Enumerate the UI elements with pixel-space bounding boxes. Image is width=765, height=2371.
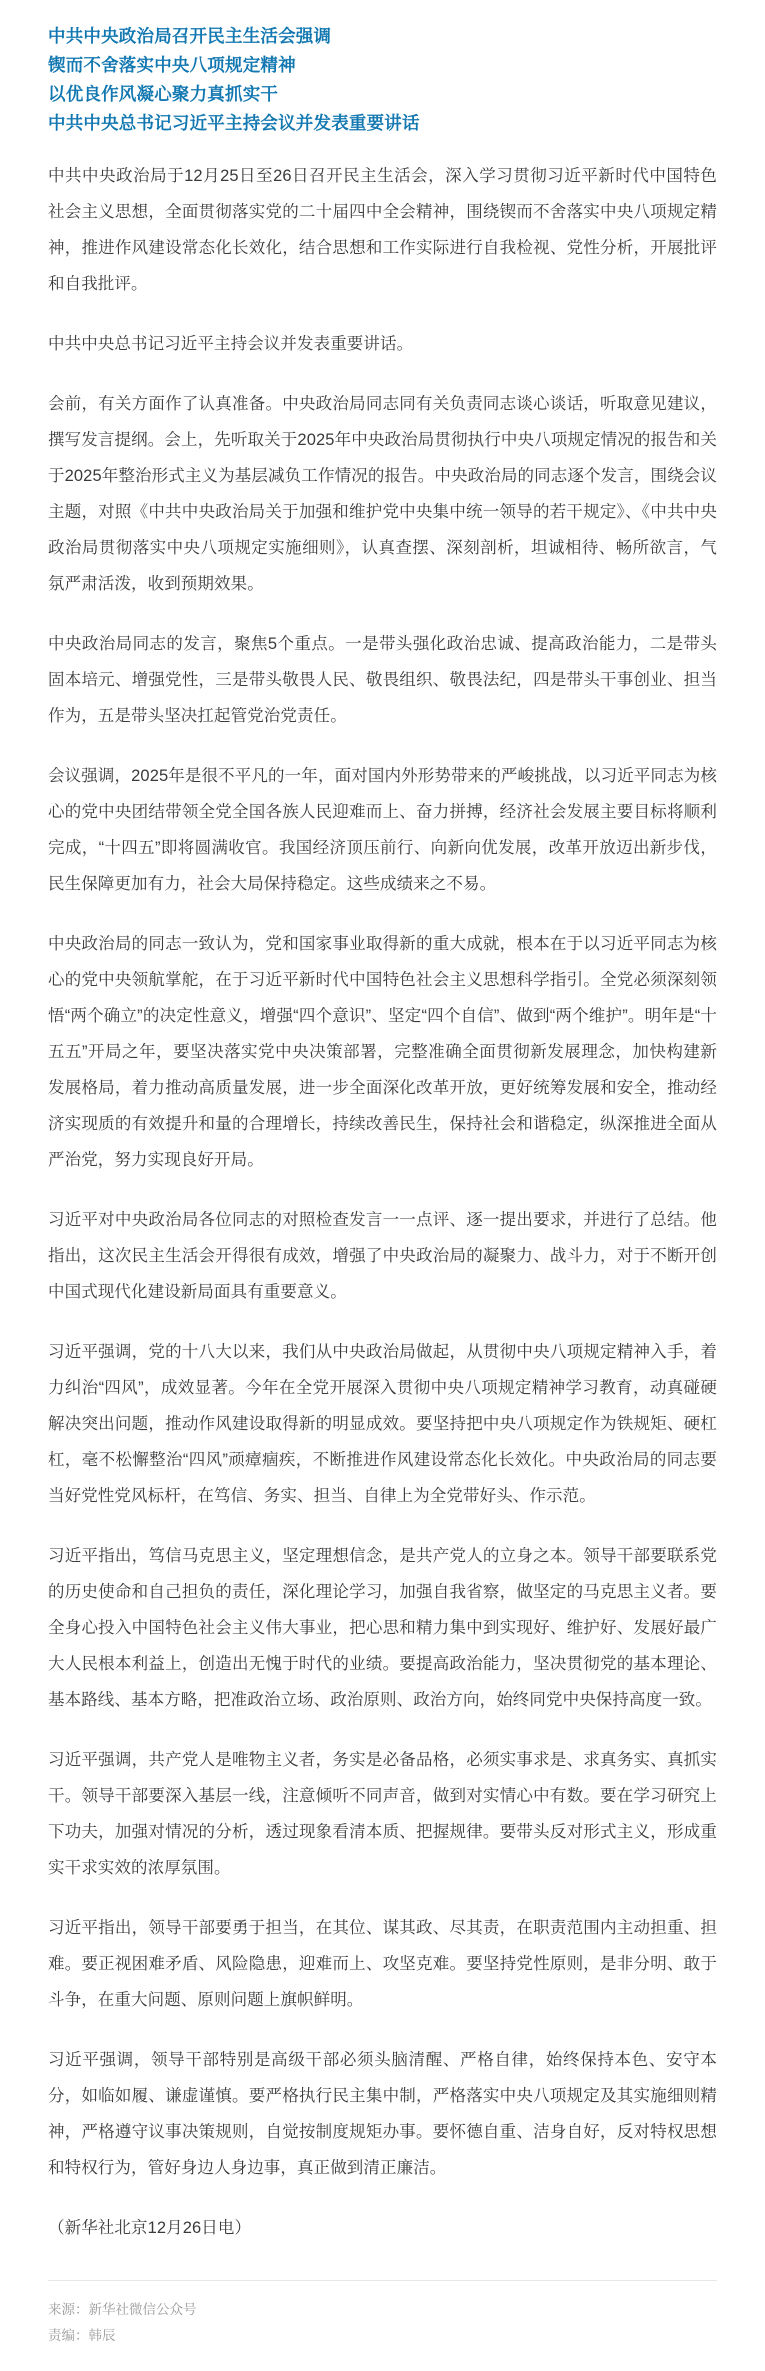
article-paragraph: 中共中央总书记习近平主持会议并发表重要讲话。 <box>48 335 414 353</box>
footer-editor: 责编：韩辰 <box>48 2328 116 2343</box>
article-paragraph: 习近平对中央政治局各位同志的对照检查发言一一点评、逐一提出要求，并进行了总结。他指出，这次民主生活会开得很有成效，增强了中央政治局的凝聚力、战斗力，对于不断开创中国式现代化建设新局面具有重要意义。 <box>48 1211 717 1301</box>
headline-line-2: 锲而不舍落实中央八项规定精神 <box>48 55 296 75</box>
article-paragraph: 习近平指出，笃信马克思主义，坚定理想信念，是共产党人的立身之本。领导干部要联系党的历史使命和自己担负的责任，深化理论学习，加强自我省察，做坚定的马克思主义者。要全身心投入中国特色社会主义伟大事业，把心思和精力集中到实现好、维护好、发展好最广大人民根本利益上，创造出无愧于时代的业绩。要提高政治能力，坚决贯彻党的基本理论、基本路线、基本方略，把准政治立场、政治原则、政治方向，始终同党中央保持高度一致。 <box>48 1547 717 1709</box>
article-body <box>48 142 717 2246</box>
headline-line-4: 中共中央总书记习近平主持会议并发表重要讲话 <box>48 113 420 133</box>
article-paragraph: 习近平强调，领导干部特别是高级干部必须头脑清醒、严格自律，始终保持本色、安守本分，如临如履、谦虚谨慎。要严格执行民主集中制，严格落实中央八项规定及其实施细则精神，严格遵守议事决策规则，自觉按制度规矩办事。要怀德自重、洁身自好，反对特权思想和特权行为，管好身边人身边事，真正做到清正廉洁。 <box>48 2051 717 2177</box>
article-paragraph: 习近平强调，共产党人是唯物主义者，务实是必备品格，必须实事求是、求真务实、真抓实干。领导干部要深入基层一线，注意倾听不同声音，做到对实情心中有数。要在学习研究上下功夫，加强对情况的分析，透过现象看清本质、把握规律。要带头反对形式主义，形成重实干求实效的浓厚氛围。 <box>48 1751 717 1877</box>
article-paragraph: 中央政治局同志的发言，聚焦5个重点。一是带头强化政治忠诚、提高政治能力，二是带头固本培元、增强党性，三是带头敬畏人民、敬畏组织、敬畏法纪，四是带头干事创业、担当作为，五是带头坚决扛起管党治党责任。 <box>48 635 717 725</box>
article-paragraph: 会前，有关方面作了认真准备。中央政治局同志同有关负责同志谈心谈话，听取意见建议，撰写发言提纲。会上，先听取关于2025年中央政治局贯彻执行中央八项规定情况的报告和关于2025年整治形式主义为基层减负工作情况的报告。中央政治局的同志逐个发言，围绕会议主题，对照《中共中央政治局关于加强和维护党中央集中统一领导的若干规定》、《中共中央政治局贯彻落实中央八项规定实施细则》，认真查摆、深刻剖析，坦诚相待、畅所欲言，气氛严肃活泼，收到预期效果。 <box>48 395 717 593</box>
article-footer <box>48 2280 717 2371</box>
article-dateline: （新华社北京12月26日电） <box>48 2219 252 2237</box>
footer-source: 来源：新华社微信公众号 <box>48 2302 197 2317</box>
article-paragraph: 中共中央政治局于12月25日至26日召开民主生活会，深入学习贯彻习近平新时代中国特色社会主义思想，全面贯彻落实党的二十届四中全会精神，围绕锲而不舍落实中央八项规定精神，推进作风建设常态化长效化，结合思想和工作实际进行自我检视、党性分析，开展批评和自我批评。 <box>48 167 717 293</box>
headline-line-3: 以优良作风凝心聚力真抓实干 <box>48 84 279 104</box>
article-paragraph: 会议强调，2025年是很不平凡的一年，面对国内外形势带来的严峻挑战，以习近平同志为核心的党中央团结带领全党全国各族人民迎难而上、奋力拼搏，经济社会发展主要目标将顺利完成，“十四五”即将圆满收官。我国经济顶压前行、向新向优发展，改革开放迈出新步伐，民生保障更加有力，社会大局保持稳定。这些成绩来之不易。 <box>48 767 717 893</box>
article-paragraph: 中央政治局的同志一致认为，党和国家事业取得新的重大成就，根本在于以习近平同志为核心的党中央领航掌舵，在于习近平新时代中国特色社会主义思想科学指引。全党必须深刻领悟“两个确立”的决定性意义，增强“四个意识”、坚定“四个自信”、做到“两个维护”。明年是“十五五”开局之年，要坚决落实党中央决策部署，完整准确全面贯彻新发展理念，加快构建新发展格局，着力推动高质量发展，进一步全面深化改革开放，更好统筹发展和安全，推动经济实现质的有效提升和量的合理增长，持续改善民生，保持社会和谐稳定，纵深推进全面从严治党，努力实现良好开局。 <box>48 935 717 1169</box>
headline-line-1: 中共中央政治局召开民主生活会强调 <box>48 26 332 46</box>
article-paragraph: 习近平指出，领导干部要勇于担当，在其位、谋其政、尽其责，在职责范围内主动担重、担难。要正视困难矛盾、风险隐患，迎难而上、攻坚克难。要坚持党性原则，是非分明、敢于斗争，在重大问题、原则问题上旗帜鲜明。 <box>48 1919 717 2009</box>
article-paragraph: 习近平强调，党的十八大以来，我们从中央政治局做起，从贯彻中央八项规定精神入手，着力纠治“四风”，成效显著。今年在全党开展深入贯彻中央八项规定精神学习教育，动真碰硬解决突出问题，推动作风建设取得新的明显成效。要坚持把中央八项规定作为铁规矩、硬杠杠，毫不松懈整治“四风”顽瘴痼疾，不断推进作风建设常态化长效化。中央政治局的同志要当好党性党风标杆，在笃信、务实、担当、自律上为全党带好头、作示范。 <box>48 1343 717 1505</box>
headline-block <box>48 0 717 142</box>
